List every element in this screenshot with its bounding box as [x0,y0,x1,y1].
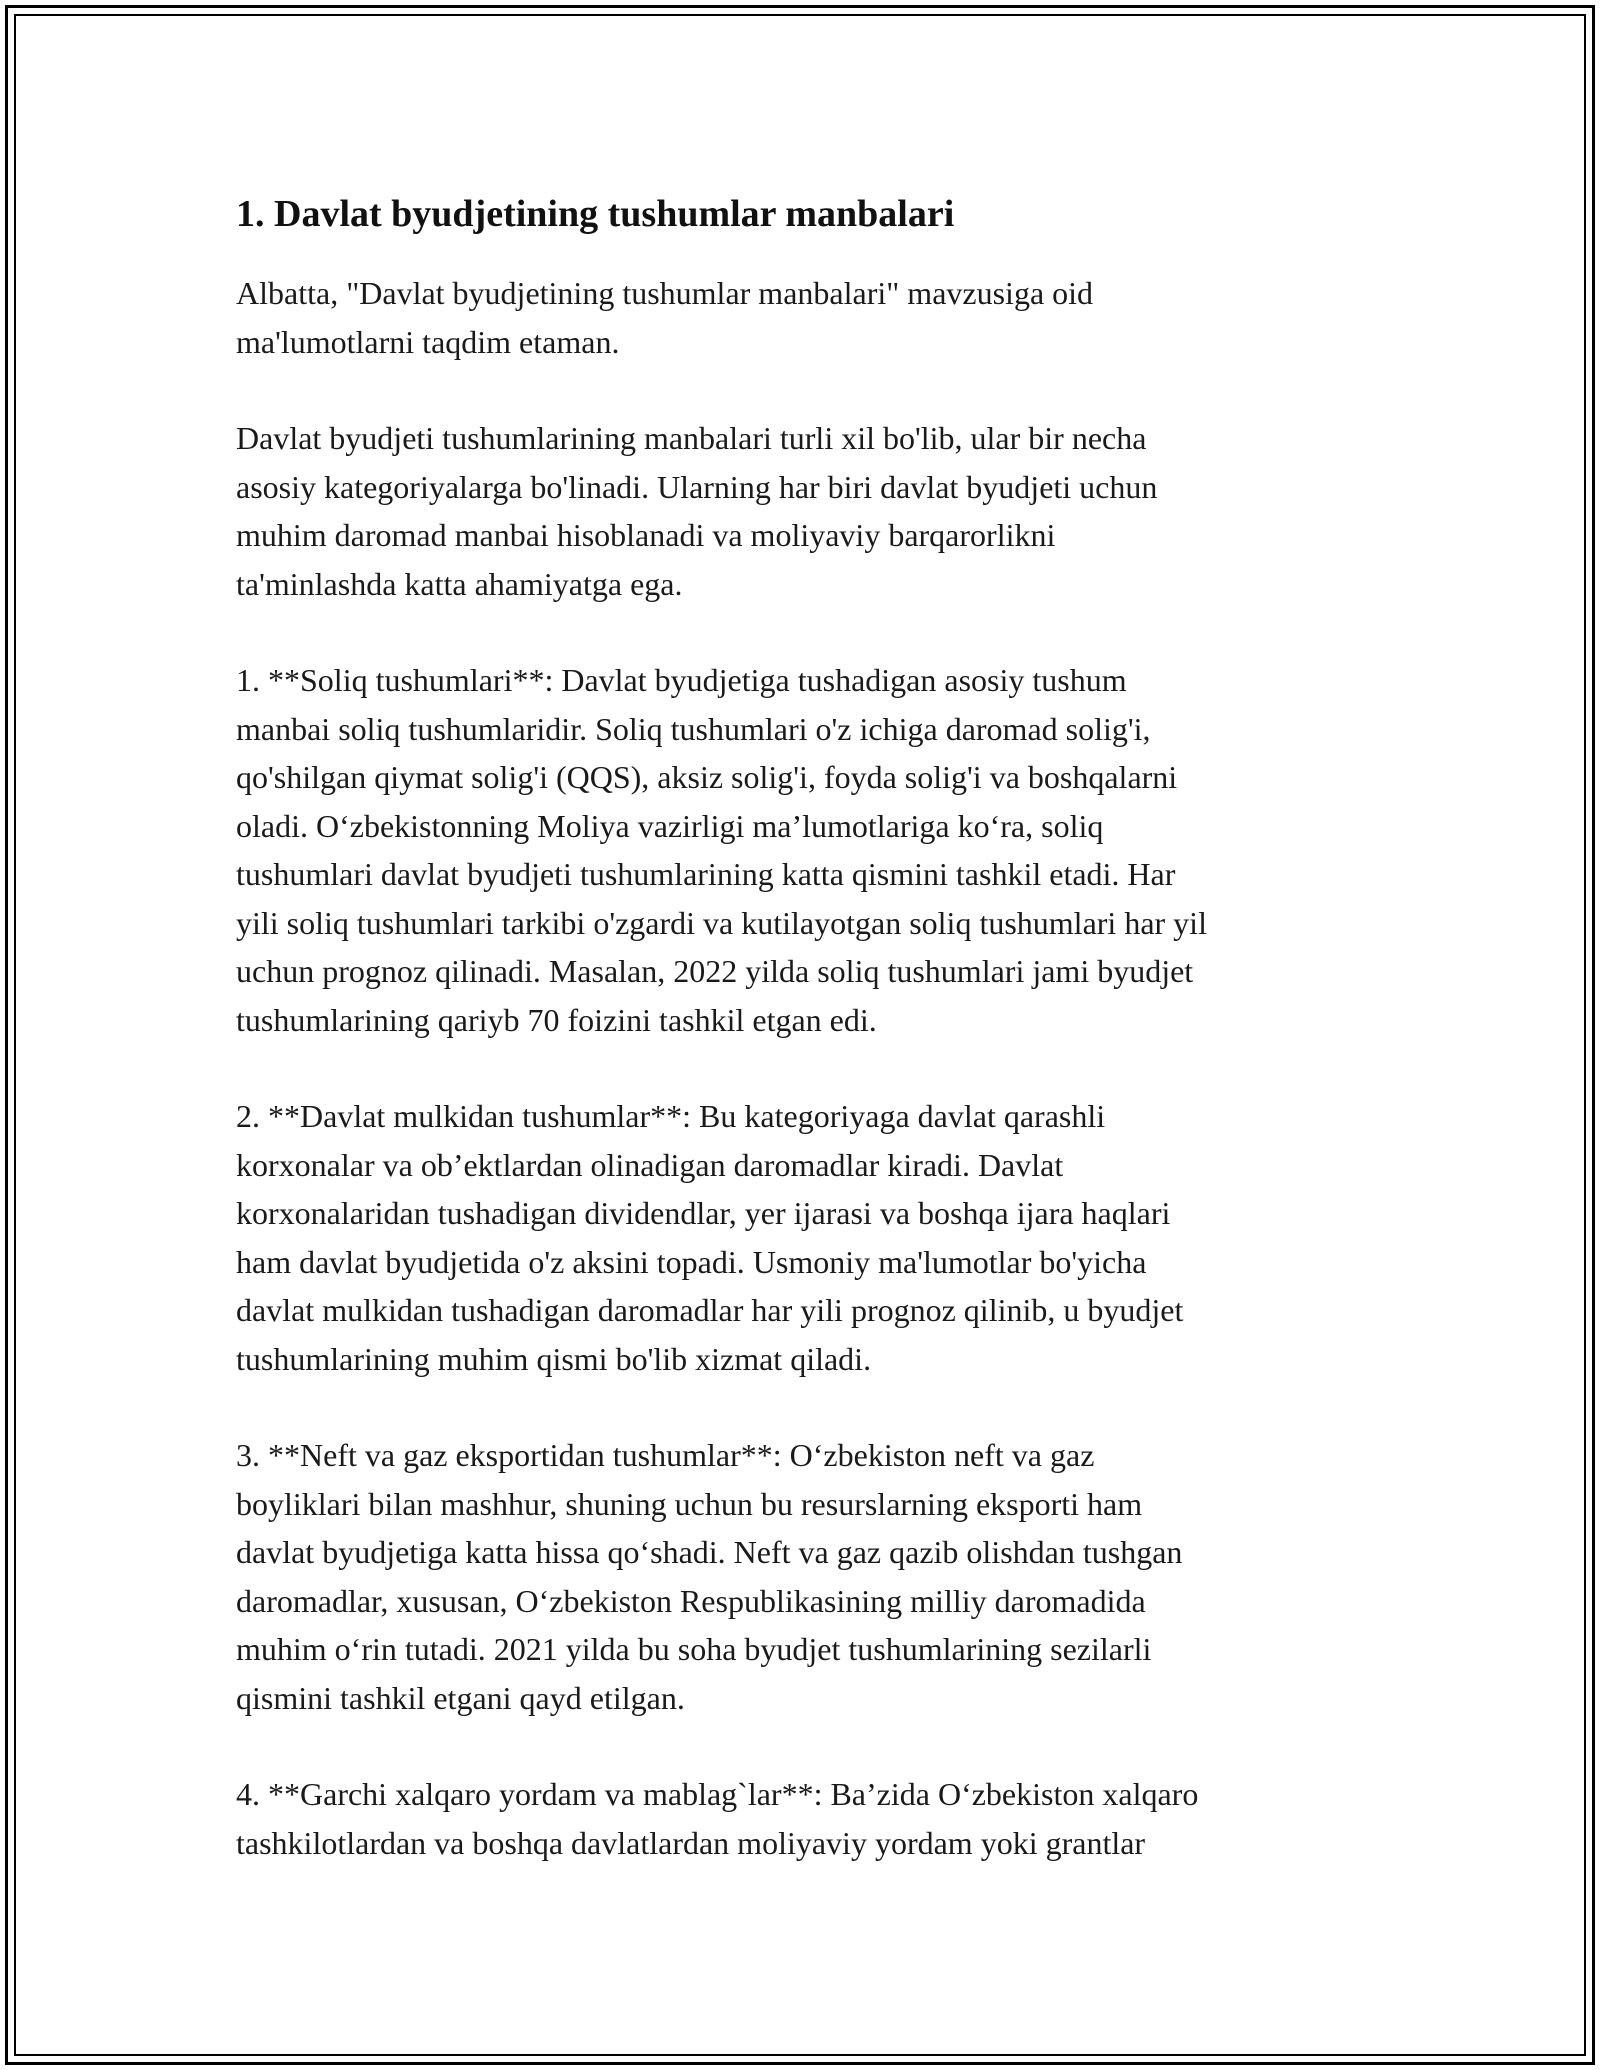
document-heading: 1. Davlat byudjetining tushumlar manbalari [236,193,955,235]
overview-paragraph: Davlat byudjeti tushumlarining manbalari turli xil bo'lib, ular bir necha asosiy kategoriyalarga bo'linadi. Ularning har biri davlat byudjeti uchun muhim daromad manbai hisoblanadi va moliyaviy barqarorlikni ta'minlashda katta ahamiyatga ega. [236,420,1158,602]
list-item-tax-revenue: 1. **Soliq tushumlari**: Davlat byudjetiga tushadigan asosiy tushum manbai soliq tushumlaridir. Soliq tushumlari o'z ichiga daromad solig'i, qo'shilgan qiymat solig'i (QQS), aksiz solig'i, foyda solig'i va boshqalarni oladi. Oʻzbekistonning Moliya vazirligi maʼlumotlariga koʻra, soliq tushumlari davlat byudjeti tushumlarining katta qismini tashkil etadi. Har yili soliq tushumlari tarkibi o'zgardi va kutilayotgan soliq tushumlari har yil uchun prognoz qilinadi. Masalan, 2022 yilda soliq tushumlari jami byudjet tushumlarining qariyb 70 foizini tashkil etgan edi. [236,662,1207,1038]
list-item-international-aid: 4. **Garchi xalqaro yordam va mablag`lar**: Baʼzida Oʻzbekiston xalqaro tashkilotlardan va boshqa davlatlardan moliyaviy yordam yoki grantlar [236,1776,1199,1861]
list-item-oil-gas-revenue: 3. **Neft va gaz eksportidan tushumlar**: Oʻzbekiston neft va gaz boyliklari bilan mashhur, shuning uchun bu resurslarning eksporti ham davlat byudjetiga katta hissa qoʻshadi. Neft va gaz qazib olishdan tushgan daromadlar, xususan, Oʻzbekiston Respublikasining milliy daromadida muhim oʻrin tutadi. 2021 yilda bu soha byudjet tushumlarining sezilarli qismini tashkil etgani qayd etilgan. [236,1437,1183,1716]
intro-paragraph: Albatta, "Davlat byudjetining tushumlar manbalari" mavzusiga oid ma'lumotlarni taqdim etaman. [236,275,1094,360]
document-body [236,184,1376,1915]
list-item-state-property-revenue: 2. **Davlat mulkidan tushumlar**: Bu kategoriyaga davlat qarashli korxonalar va obʼektlardan olinadigan daromadlar kiradi. Davlat korxonalaridan tushadigan dividendlar, yer ijarasi va boshqa ijara haqlari ham davlat byudjetida o'z aksini topadi. Usmoniy ma'lumotlar bo'yicha davlat mulkidan tushadigan daromadlar har yili prognoz qilinib, u byudjet tushumlarining muhim qismi bo'lib xizmat qiladi. [236,1098,1184,1377]
